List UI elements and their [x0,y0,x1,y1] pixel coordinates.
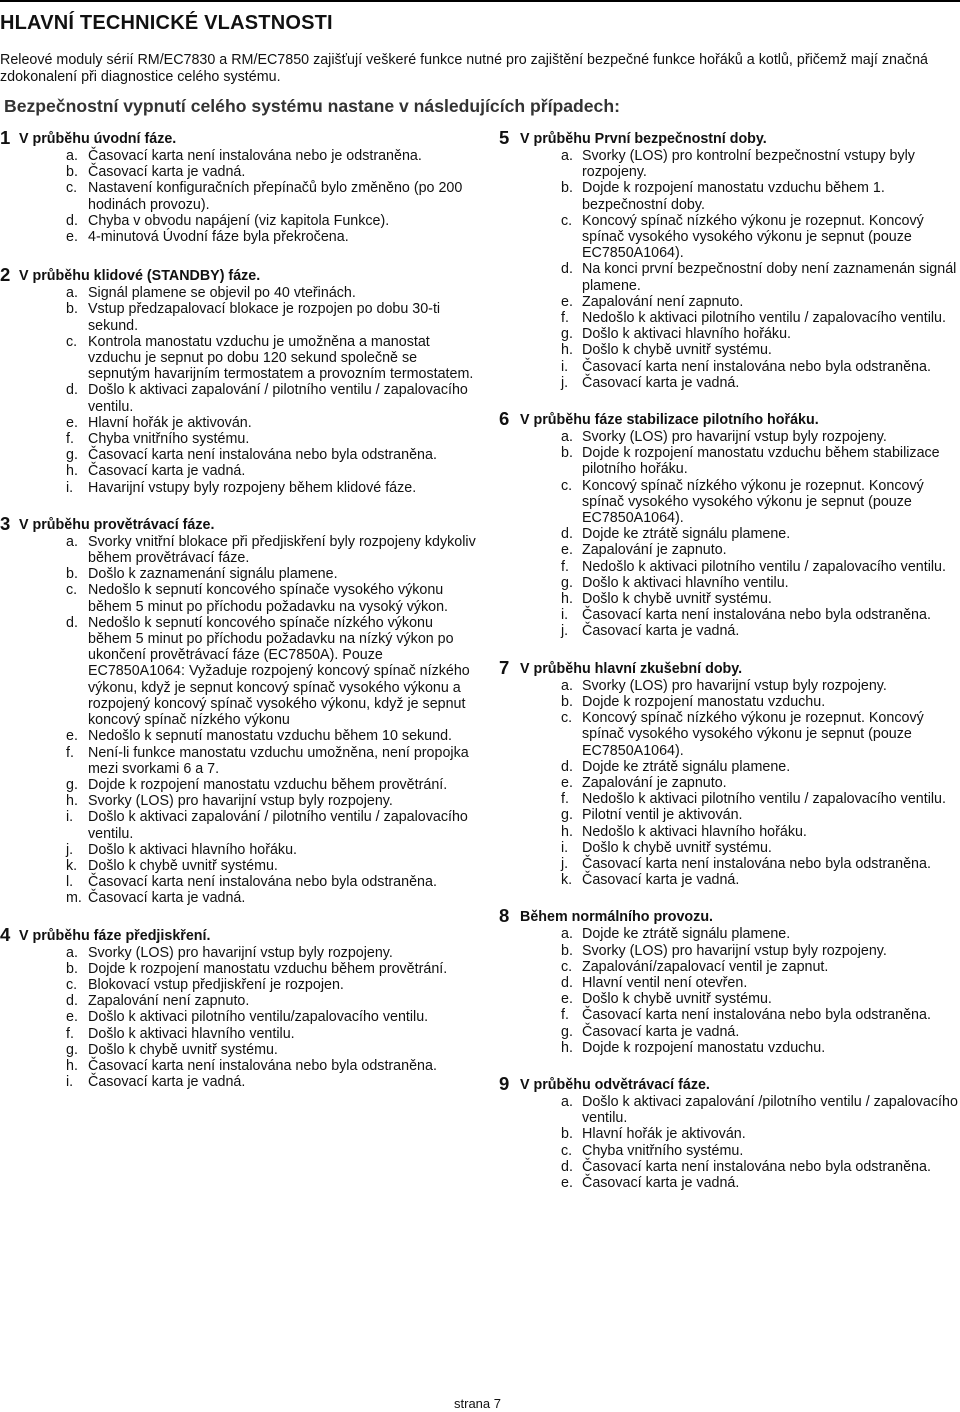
item-text: Nedošlo k aktivaci pilotního ventilu / zapalovacího ventilu. [582,791,946,808]
item-label: a. [66,285,78,302]
section-title-text: Během normálního provozu. [520,909,714,926]
list-item [499,943,960,959]
item-text: Došlo k chybě uvnitř systému. [88,1041,278,1058]
item-label: b. [66,960,78,977]
item-text: Svorky (LOS) pro havarijní vstup byly rozpojeny. [582,677,887,694]
item-label: g. [66,447,78,464]
item-label: b. [561,180,573,197]
item-label: j. [66,841,74,858]
item-text: Došlo k chybě uvnitř systému. [582,991,772,1008]
item-label: a. [561,429,573,446]
list-item [0,745,480,777]
list-item [499,710,960,759]
section-title [499,658,960,678]
list-item [499,445,960,477]
item-text: Nedošlo k sepnutí koncového spínače vysokého výkonu během 5 minut po příchodu požadavku na vysoký výkon. [88,582,449,615]
section-title [0,265,480,285]
item-text: Koncový spínač nízkého výkonu je rozepnut. Koncový spínač vysokého vysokého výkonu je sepnut (pouze EC7850A1064). [582,710,924,759]
list-item [499,1094,960,1126]
item-text: Časovací karta je vadná. [88,1074,246,1091]
item-label: d. [561,526,573,543]
list-item [0,1009,480,1025]
section-number: 5 [499,127,510,148]
item-text: Nedošlo k sepnutí manostatu vzduchu během 10 sekund. [88,728,453,745]
item-text: Dojde ke ztrátě signálu plamene. [582,526,791,543]
item-label: j. [561,623,569,640]
section-title-text: V průběhu klidové (STANDBY) fáze. [19,268,261,285]
item-text: Nedošlo k sepnutí koncového spínače nízkého výkonu během 5 minut po příchodu požadavku na nízký výkon po ukončení provětrávací fáze (EC7850A). Pouze EC7850A1064: Vyžaduje rozpojený koncový spínač nízkého výkonu, když je sepnut koncový spínač vysokého výkonu a rozpojený koncový spínač vysokého výkonu, když je sepnut koncový spínač nízkého výkonu [88,614,470,729]
list-item [0,148,480,164]
item-label: h. [66,463,78,480]
item-label: h. [561,1039,573,1056]
item-label: c. [66,180,78,197]
section-number: 7 [499,656,510,678]
list-item [0,301,480,333]
list-item [499,840,960,856]
section-title [499,1074,960,1094]
item-label: c. [561,212,573,229]
list-item [0,180,480,212]
section-title [0,925,480,945]
item-text: Dojde k rozpojení manostatu vzduchu během provětrání. [88,960,448,977]
list-item [0,566,480,582]
item-text: Zapalování není zapnuto. [88,993,250,1010]
list-item [499,1007,960,1023]
list-item [0,874,480,890]
section-title-text: V průběhu provětrávací fáze. [19,516,215,533]
item-text: Svorky (LOS) pro havarijní vstup byly rozpojeny. [582,942,887,959]
list-item [0,285,480,301]
list-item [499,856,960,872]
item-text: Časovací karta není instalována nebo byla odstraněna. [88,1057,437,1074]
list-item [0,431,480,447]
list-item [0,961,480,977]
list-item [499,591,960,607]
item-text: Časovací karta je vadná. [88,890,246,907]
item-text: Došlo k chybě uvnitř systému. [88,857,278,874]
section-number: 8 [499,905,510,927]
item-label: k. [561,872,573,889]
list-item [0,793,480,809]
item-text: Časovací karta je vadná. [88,463,246,480]
item-text: Dojde k rozpojení manostatu vzduchu. [582,693,826,710]
list-item [0,1074,480,1090]
item-label: h. [66,1057,78,1074]
item-label: e. [66,414,78,431]
item-label: c. [561,1142,573,1159]
item-label: e. [561,774,573,791]
item-text: Dojde ke ztrátě signálu plamene. [582,926,791,943]
list-item [0,809,480,841]
item-label: i. [66,1074,74,1091]
item-text: Chyba v obvodu napájení (viz kapitola Funkce). [88,212,390,229]
item-text: Nastavení konfiguračních přepínačů bylo změněno (po 200 hodinách provozu). [88,180,463,213]
list-item [499,310,960,326]
item-label: f. [66,1025,74,1042]
item-label: f. [561,310,569,327]
item-label: c. [66,333,78,350]
list-item [0,382,480,414]
section-7 [499,658,960,889]
section-number: 1 [0,127,11,148]
section-number: 6 [499,408,510,430]
list-item [0,213,480,229]
item-text: Došlo k aktivaci hlavního hořáku. [88,841,298,858]
item-text: Došlo k aktivaci zapalování /pilotního ventilu / zapalovacího ventilu. [582,1093,958,1127]
item-text: Chyba vnitřního systému. [582,1142,744,1159]
section-title-text: V průběhu hlavní zkušební doby. [520,660,743,677]
item-label: d. [66,993,78,1010]
list-item [499,429,960,445]
item-text: Nedošlo k aktivaci hlavního hořáku. [582,823,807,840]
item-label: b. [561,942,573,959]
item-label: i. [66,809,74,826]
item-label: b. [66,301,78,318]
item-label: c. [66,976,78,993]
item-label: a. [561,926,573,943]
item-text: Koncový spínač nízkého výkonu je rozepnut. Koncový spínač vysokého vysokého výkonu je sepnut (pouze EC7850A1064). [582,477,924,527]
item-text: Časovací karta není instalována nebo byla odstraněna. [88,447,437,464]
list-item [499,359,960,375]
item-text: Zapalování je zapnuto. [582,542,727,559]
page-heading: HLAVNÍ TECHNICKÉ VLASTNOSTI [0,12,333,34]
list-item [499,375,960,391]
subheading: Bezpečnostní vypnutí celého systému nastane v následujících případech: [4,96,620,116]
list-item [499,775,960,791]
list-item [0,993,480,1009]
item-text: Časovací karta je vadná. [582,1174,740,1191]
list-item [499,559,960,575]
item-text: Časovací karta je vadná. [582,623,740,640]
item-text: Časovací karta není instalována nebo byla odstraněna. [582,607,931,624]
item-text: Časovací karta není instalována nebo byla odstraněna. [582,855,931,872]
item-label: h. [561,342,573,359]
item-label: h. [66,793,78,810]
item-label: b. [561,693,573,710]
list-item [499,623,960,639]
section-6 [499,409,960,640]
item-text: Zapalování není zapnuto. [582,293,744,310]
intro-paragraph: Releové moduly sérií RM/EC7830 a RM/EC7850 zajišťují veškeré funkce nutné pro zajištění bezpečné funkce hořáků a kotlů, přičemž mají značná zdokonalení při diagnostice celého systému. [0,52,928,85]
item-label: i. [66,479,74,496]
list-item [0,582,480,614]
list-item [499,824,960,840]
item-label: c. [561,710,573,727]
list-item [499,148,960,180]
item-text: Došlo k aktivaci zapalování / pilotního ventilu / zapalovacího ventilu. [88,809,468,842]
item-text: Svorky (LOS) pro havarijní vstup byly rozpojeny. [88,793,393,810]
section-2 [0,265,480,496]
list-item [0,229,480,245]
item-label: a. [66,148,78,164]
section-9 [499,1074,960,1191]
list-item [0,1058,480,1074]
item-label: e. [561,293,573,310]
item-text: Chyba vnitřního systému. [88,431,250,448]
item-text: Časovací karta není instalována nebo byla odstraněna. [582,1158,931,1175]
item-text: Vstup předzapalovací blokace je rozpojen po dobu 30-ti sekund. [88,301,441,334]
item-text: Zapalování/zapalovací ventil je zapnut. [582,958,829,975]
item-label: b. [561,1126,573,1143]
left-column [0,128,480,1090]
item-text: Došlo k aktivaci pilotního ventilu/zapalovacího ventilu. [88,1009,429,1026]
item-label: e. [561,991,573,1008]
list-item [499,1024,960,1040]
item-text: Dojde k rozpojení manostatu vzduchu během 1. bezpečnostní doby. [582,180,885,213]
item-text: Došlo k chybě uvnitř systému. [582,839,772,856]
list-item [0,334,480,383]
list-item [499,1143,960,1159]
item-text: Časovací karta je vadná. [88,164,246,181]
item-text: Došlo k aktivaci hlavního hořáku. [582,326,792,343]
item-label: f. [66,431,74,448]
list-item [499,342,960,358]
list-item [0,842,480,858]
item-text: Dojde ke ztrátě signálu plamene. [582,758,791,775]
item-text: Došlo k aktivaci zapalování / pilotního ventilu / zapalovacího ventilu. [88,382,468,415]
list-item [0,858,480,874]
item-label: g. [561,807,573,824]
item-text: Svorky (LOS) pro havarijní vstup byly rozpojeny. [88,944,393,961]
item-text: Kontrola manostatu vzduchu je umožněna a manostat vzduchu je sepnut po dobu 120 sekund společně se sepnutým havarijním termostatem a provozním termostatem. [88,333,474,383]
item-text: Hlavní hořák je aktivován. [88,414,252,431]
list-item [0,615,480,728]
item-text: Dojde k rozpojení manostatu vzduchu. [582,1039,826,1056]
item-label: d. [66,382,78,399]
item-text: Koncový spínač nízkého výkonu je rozepnut. Koncový spínač vysokého vysokého výkonu je sepnut (pouze EC7850A1064). [582,212,924,262]
item-label: e. [66,229,78,246]
item-text: Došlo k aktivaci hlavního ventilu. [88,1025,295,1042]
item-text: Na konci první bezpečnostní doby není zaznamenán signál plamene. [582,261,957,294]
page-number: strana 7 [454,1396,501,1411]
list-item [499,326,960,342]
list-item [499,872,960,888]
list-item [499,526,960,542]
item-label: f. [561,558,569,575]
item-label: c. [561,477,573,494]
list-item [0,1042,480,1058]
section-title [0,514,480,534]
list-item [499,1040,960,1056]
item-label: e. [561,1174,573,1191]
item-text: Došlo k chybě uvnitř systému. [582,591,772,608]
section-title [499,906,960,926]
item-label: d. [66,614,78,631]
section-4 [0,925,480,1091]
item-text: Nedošlo k aktivaci pilotního ventilu / zapalovacího ventilu. [582,558,946,575]
item-text: Nedošlo k aktivaci pilotního ventilu / zapalovacího ventilu. [582,310,946,327]
list-item [499,694,960,710]
item-label: a. [561,677,573,694]
list-item [0,977,480,993]
list-item [0,945,480,961]
item-label: l. [66,874,74,891]
item-text: Časovací karta je vadná. [582,374,740,391]
item-label: b. [66,566,78,583]
item-text: Pilotní ventil je aktivován. [582,807,743,824]
section-number: 2 [0,264,11,286]
item-text: Hlavní hořák je aktivován. [582,1126,746,1143]
item-label: g. [66,1041,78,1058]
item-label: f. [561,791,569,808]
list-item [499,1175,960,1191]
item-label: a. [66,944,78,961]
item-label: d. [561,758,573,775]
item-label: c. [66,582,78,599]
list-item [499,1159,960,1175]
item-text: Blokovací vstup předjiskření je rozpojen. [88,976,344,993]
item-text: Časovací karta není instalována nebo byla odstraněna. [582,358,931,375]
list-item [499,542,960,558]
list-item [499,807,960,823]
section-8 [499,906,960,1056]
list-item [0,463,480,479]
section-title-text: V průběhu odvětrávací fáze. [520,1076,710,1093]
item-label: e. [561,542,573,559]
section-title [499,128,960,148]
item-label: k. [66,857,78,874]
section-number: 3 [0,512,11,534]
list-item [499,1126,960,1142]
section-title-text: V průběhu úvodní fáze. [19,131,177,147]
item-label: i. [561,839,569,856]
section-title [0,128,480,148]
item-text: Časovací karta není instalována nebo byla odstraněna. [582,1007,931,1024]
item-text: Není-li funkce manostatu vzduchu umožněna, není propojka mezi svorkami 6 a 7. [88,744,469,777]
top-rule [0,0,960,2]
item-label: j. [561,374,569,391]
list-item [0,415,480,431]
item-label: d. [561,1158,573,1175]
item-text: Zapalování je zapnuto. [582,774,727,791]
section-number: 4 [0,923,11,945]
item-label: f. [561,1007,569,1024]
item-text: Hlavní ventil není otevřen. [582,974,748,991]
item-label: i. [561,607,569,624]
item-label: j. [561,855,569,872]
list-item [499,926,960,942]
section-3 [0,514,480,907]
item-label: e. [66,1009,78,1026]
list-item [499,180,960,212]
item-text: Časovací karta není instalována nebo byla odstraněna. [88,874,437,891]
item-label: a. [561,148,573,164]
list-item [499,607,960,623]
item-label: b. [66,164,78,181]
item-text: Došlo k aktivaci hlavního ventilu. [582,574,789,591]
item-label: b. [561,445,573,462]
list-item [0,777,480,793]
list-item [499,791,960,807]
item-label: a. [561,1093,573,1110]
list-item [499,261,960,293]
item-text: Svorky vnitřní blokace při předjiskření byly rozpojeny kdykoliv během provětrávací fáze. [88,533,476,567]
item-label: d. [66,212,78,229]
list-item [499,991,960,1007]
item-label: g. [561,326,573,343]
item-text: Signál plamene se objevil po 40 vteřinách. [88,285,356,302]
section-5 [499,128,960,391]
list-item [499,975,960,991]
item-text: Došlo k chybě uvnitř systému. [582,342,772,359]
item-label: d. [561,974,573,991]
section-1 [0,128,480,245]
section-title-text: V průběhu fáze předjiskření. [19,927,211,944]
list-item [499,575,960,591]
list-item [0,728,480,744]
item-label: c. [561,958,573,975]
list-item [0,1026,480,1042]
item-label: h. [561,823,573,840]
list-item [0,164,480,180]
list-item [499,678,960,694]
item-label: h. [561,591,573,608]
list-item [499,959,960,975]
item-label: e. [66,728,78,745]
list-item [499,478,960,527]
item-label: d. [561,261,573,278]
item-label: g. [561,574,573,591]
list-item [499,294,960,310]
item-label: a. [66,533,78,550]
item-text: Svorky (LOS) pro kontrolní bezpečnostní vstupy byly rozpojeny. [582,148,915,181]
item-text: Havarijní vstupy byly rozpojeny během klidové fáze. [88,479,417,496]
list-item [0,534,480,566]
item-text: Dojde k rozpojení manostatu vzduchu během stabilizace pilotního hořáku. [582,445,940,478]
list-item [499,759,960,775]
list-item [0,447,480,463]
section-title-text: V průběhu První bezpečnostní doby. [520,131,767,147]
item-text: Časovací karta je vadná. [582,1023,740,1040]
list-item [499,213,960,262]
item-text: 4-minutová Úvodní fáze byla překročena. [88,229,349,246]
item-label: g. [561,1023,573,1040]
right-column [499,128,960,1191]
item-label: m. [66,890,82,907]
section-title [499,409,960,429]
item-text: Časovací karta není instalována nebo je odstraněna. [88,148,422,164]
item-label: i. [561,358,569,375]
item-label: f. [66,744,74,761]
item-text: Svorky (LOS) pro havarijní vstup byly rozpojeny. [582,429,887,446]
section-number: 9 [499,1072,510,1094]
section-title-text: V průběhu fáze stabilizace pilotního hořáku. [520,412,819,429]
item-text: Časovací karta je vadná. [582,872,740,889]
list-item [0,890,480,906]
item-text: Došlo k zaznamenání signálu plamene. [88,566,338,583]
item-label: g. [66,776,78,793]
item-text: Dojde k rozpojení manostatu vzduchu během provětrání. [88,776,448,793]
list-item [0,480,480,496]
